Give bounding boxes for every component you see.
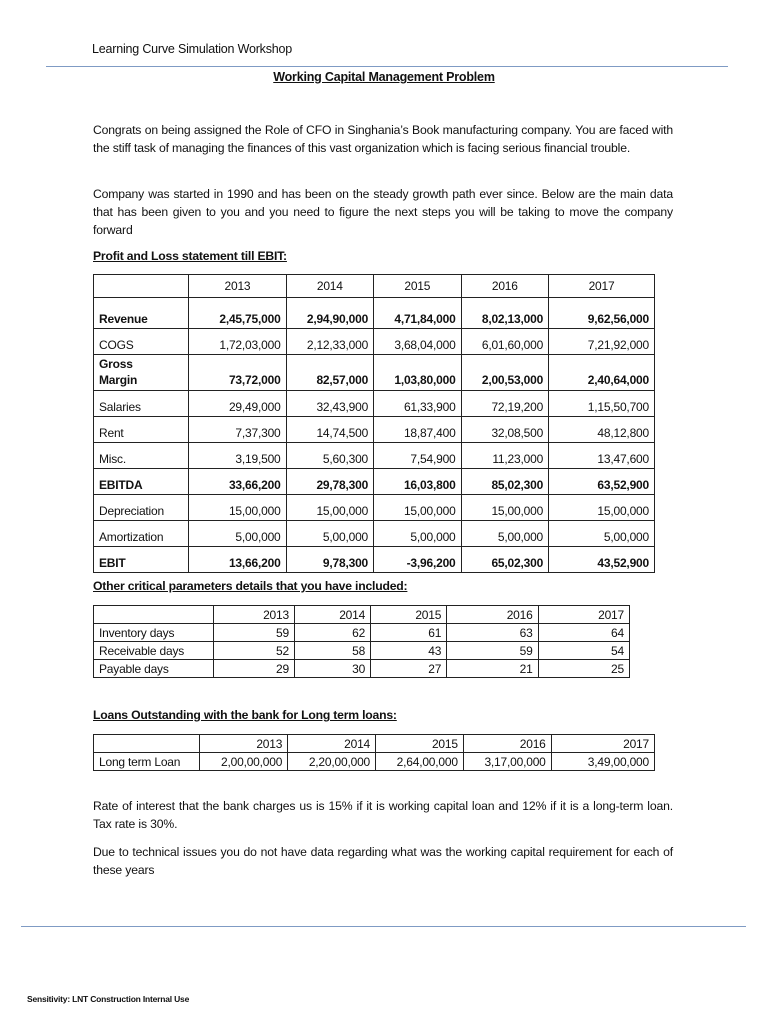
params-corner-cell bbox=[94, 606, 214, 624]
cell-value: 3,49,00,000 bbox=[551, 753, 654, 771]
cell-value: 29 bbox=[213, 660, 294, 678]
cell-value: 7,21,92,000 bbox=[549, 329, 655, 355]
row-label: Revenue bbox=[94, 298, 189, 329]
cell-value: 25 bbox=[538, 660, 629, 678]
cell-value: 54 bbox=[538, 642, 629, 660]
pl-year-header: 2017 bbox=[549, 275, 655, 298]
cell-value: 48,12,800 bbox=[549, 417, 655, 443]
cell-value: 32,43,900 bbox=[286, 391, 374, 417]
cell-value: 15,00,000 bbox=[461, 495, 549, 521]
cell-value: 5,60,300 bbox=[286, 443, 374, 469]
cell-value: 59 bbox=[213, 624, 294, 642]
params-header-row bbox=[94, 606, 630, 624]
cell-value: 2,12,33,000 bbox=[286, 329, 374, 355]
footer-divider bbox=[21, 926, 746, 927]
cell-value: 16,03,800 bbox=[374, 469, 462, 495]
pl-row-amortization bbox=[94, 521, 655, 547]
row-label: Depreciation bbox=[94, 495, 189, 521]
cell-value: 5,00,000 bbox=[549, 521, 655, 547]
document-title: Working Capital Management Problem bbox=[273, 70, 495, 84]
cell-value: 5,00,000 bbox=[461, 521, 549, 547]
loans-year-header: 2013 bbox=[200, 735, 288, 753]
cell-value: 1,03,80,000 bbox=[374, 355, 462, 391]
params-row-receivable-days bbox=[94, 642, 630, 660]
cell-value: 5,00,000 bbox=[286, 521, 374, 547]
cell-value: 14,74,500 bbox=[286, 417, 374, 443]
cell-value: 43 bbox=[371, 642, 447, 660]
cell-value: 15,00,000 bbox=[189, 495, 286, 521]
background-paragraph: Company was started in 1990 and has been on the steady growth path ever since. Below are the main data that has been given to you and you need to figure the next steps you will be taking to move the company forward bbox=[93, 187, 673, 237]
running-header: Learning Curve Simulation Workshop bbox=[92, 42, 293, 56]
pl-row-misc bbox=[94, 443, 655, 469]
cell-value: 63,52,900 bbox=[549, 469, 655, 495]
pl-year-header: 2016 bbox=[461, 275, 549, 298]
cell-value: 30 bbox=[294, 660, 370, 678]
cell-value: 33,66,200 bbox=[189, 469, 286, 495]
cell-value: 32,08,500 bbox=[461, 417, 549, 443]
cell-value: 2,40,64,000 bbox=[549, 355, 655, 391]
loans-year-header: 2016 bbox=[463, 735, 551, 753]
cell-value: 61,33,900 bbox=[374, 391, 462, 417]
cell-value: 63 bbox=[447, 624, 538, 642]
sensitivity-label: Sensitivity: LNT Construction Internal Use bbox=[27, 994, 190, 1004]
loans-year-header: 2017 bbox=[551, 735, 654, 753]
pl-heading: Profit and Loss statement till EBIT: bbox=[93, 249, 287, 263]
params-year-header: 2014 bbox=[294, 606, 370, 624]
header-divider bbox=[46, 66, 728, 67]
pl-corner-cell bbox=[94, 275, 189, 298]
row-label: Inventory days bbox=[94, 624, 214, 642]
loans-row-long-term-loan bbox=[94, 753, 655, 771]
loans-year-header: 2014 bbox=[288, 735, 376, 753]
cell-value: 9,62,56,000 bbox=[549, 298, 655, 329]
cell-value: 27 bbox=[371, 660, 447, 678]
loans-corner-cell bbox=[94, 735, 200, 753]
cell-value: 11,23,000 bbox=[461, 443, 549, 469]
pl-row-depreciation bbox=[94, 495, 655, 521]
cell-value: 85,02,300 bbox=[461, 469, 549, 495]
params-year-header: 2013 bbox=[213, 606, 294, 624]
cell-value: 7,37,300 bbox=[189, 417, 286, 443]
cell-value: 7,54,900 bbox=[374, 443, 462, 469]
cell-value: 59 bbox=[447, 642, 538, 660]
row-label: Receivable days bbox=[94, 642, 214, 660]
pl-row-ebitda bbox=[94, 469, 655, 495]
row-label: Misc. bbox=[94, 443, 189, 469]
pl-row-ebit bbox=[94, 547, 655, 573]
cell-value: 13,66,200 bbox=[189, 547, 286, 573]
cell-value: 9,78,300 bbox=[286, 547, 374, 573]
cell-value: 2,45,75,000 bbox=[189, 298, 286, 329]
cell-value: 62 bbox=[294, 624, 370, 642]
cell-value: 8,02,13,000 bbox=[461, 298, 549, 329]
cell-value: 5,00,000 bbox=[374, 521, 462, 547]
row-label: EBITDA bbox=[94, 469, 189, 495]
params-row-inventory-days bbox=[94, 624, 630, 642]
loans-header-row bbox=[94, 735, 655, 753]
row-label: Amortization bbox=[94, 521, 189, 547]
cell-value: 2,20,00,000 bbox=[288, 753, 376, 771]
missing-data-paragraph: Due to technical issues you do not have data regarding what was the working capital requirement for each of these years bbox=[93, 845, 673, 877]
cell-value: -3,96,200 bbox=[374, 547, 462, 573]
loans-heading: Loans Outstanding with the bank for Long term loans: bbox=[93, 708, 397, 722]
row-label: Rent bbox=[94, 417, 189, 443]
cell-value: 5,00,000 bbox=[189, 521, 286, 547]
pl-header-row bbox=[94, 275, 655, 298]
row-label: COGS bbox=[94, 329, 189, 355]
cell-value: 3,17,00,000 bbox=[463, 753, 551, 771]
cell-value: 64 bbox=[538, 624, 629, 642]
cell-value: 6,01,60,000 bbox=[461, 329, 549, 355]
params-row-payable-days bbox=[94, 660, 630, 678]
pl-year-header: 2014 bbox=[286, 275, 374, 298]
loans-year-header: 2015 bbox=[376, 735, 464, 753]
cell-value: 4,71,84,000 bbox=[374, 298, 462, 329]
pl-row-rent bbox=[94, 417, 655, 443]
cell-value: 58 bbox=[294, 642, 370, 660]
pl-year-header: 2013 bbox=[189, 275, 286, 298]
intro-paragraph: Congrats on being assigned the Role of CFO in Singhania’s Book manufacturing company. You are faced with the stiff task of managing the finances of this vast organization which is facing serious financial trouble. bbox=[93, 123, 673, 155]
cell-value: 2,00,53,000 bbox=[461, 355, 549, 391]
pl-row-salaries bbox=[94, 391, 655, 417]
row-label: Payable days bbox=[94, 660, 214, 678]
cell-value: 3,68,04,000 bbox=[374, 329, 462, 355]
cell-value: 18,87,400 bbox=[374, 417, 462, 443]
cell-value: 2,00,00,000 bbox=[200, 753, 288, 771]
params-table bbox=[93, 605, 630, 678]
row-label: Salaries bbox=[94, 391, 189, 417]
pl-row-gross-margin bbox=[94, 355, 655, 391]
cell-value: 15,00,000 bbox=[286, 495, 374, 521]
cell-value: 43,52,900 bbox=[549, 547, 655, 573]
params-year-header: 2016 bbox=[447, 606, 538, 624]
row-label: Gross Margin bbox=[94, 355, 189, 391]
cell-value: 72,19,200 bbox=[461, 391, 549, 417]
cell-value: 2,94,90,000 bbox=[286, 298, 374, 329]
loans-table bbox=[93, 734, 655, 771]
row-label: Long term Loan bbox=[94, 753, 200, 771]
cell-value: 13,47,600 bbox=[549, 443, 655, 469]
row-label: EBIT bbox=[94, 547, 189, 573]
cell-value: 29,78,300 bbox=[286, 469, 374, 495]
cell-value: 1,72,03,000 bbox=[189, 329, 286, 355]
params-year-header: 2017 bbox=[538, 606, 629, 624]
cell-value: 61 bbox=[371, 624, 447, 642]
cell-value: 29,49,000 bbox=[189, 391, 286, 417]
cell-value: 73,72,000 bbox=[189, 355, 286, 391]
pl-row-cogs bbox=[94, 329, 655, 355]
params-year-header: 2015 bbox=[371, 606, 447, 624]
cell-value: 21 bbox=[447, 660, 538, 678]
cell-value: 3,19,500 bbox=[189, 443, 286, 469]
cell-value: 82,57,000 bbox=[286, 355, 374, 391]
cell-value: 52 bbox=[213, 642, 294, 660]
cell-value: 65,02,300 bbox=[461, 547, 549, 573]
params-heading: Other critical parameters details that you have included: bbox=[93, 579, 408, 593]
cell-value: 1,15,50,700 bbox=[549, 391, 655, 417]
pl-year-header: 2015 bbox=[374, 275, 462, 298]
pl-table bbox=[93, 274, 655, 573]
cell-value: 15,00,000 bbox=[374, 495, 462, 521]
cell-value: 15,00,000 bbox=[549, 495, 655, 521]
interest-rate-paragraph: Rate of interest that the bank charges us is 15% if it is working capital loan and 12% if it is a long-term loan. Tax rate is 30%. bbox=[93, 799, 673, 831]
pl-row-revenue bbox=[94, 298, 655, 329]
cell-value: 2,64,00,000 bbox=[376, 753, 464, 771]
